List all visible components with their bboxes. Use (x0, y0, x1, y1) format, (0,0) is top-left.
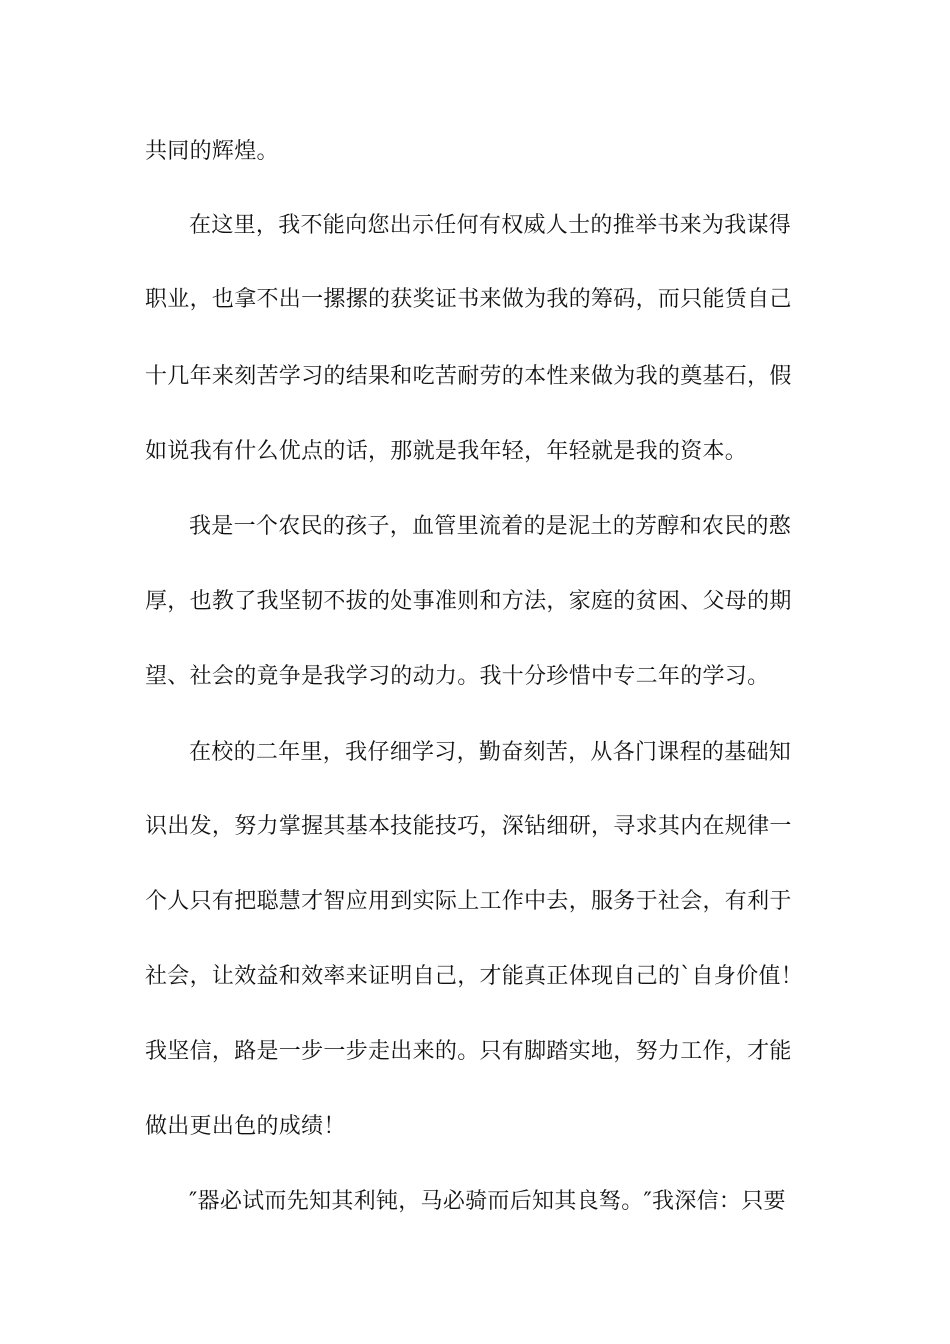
paragraph-line: 厚，也教了我坚韧不拔的处事准则和方法，家庭的贫困、父母的期 (145, 589, 792, 614)
paragraph-line: 做出更出色的成绩！ (145, 1114, 346, 1139)
paragraph-line: 望、社会的竟争是我学习的动力。我十分珍惜中专二年的学习。 (145, 664, 770, 689)
paragraph-line: 共同的辉煌。 (145, 139, 279, 164)
paragraph-line: 我是一个农民的孩子，血管里流着的是泥土的芳醇和农民的憨 (189, 514, 792, 539)
paragraph-line: ″器必试而先知其利钝，马必骑而后知其良驽。″我深信：只要 (189, 1189, 786, 1214)
paragraph-line: 我坚信，路是一步一步走出来的。只有脚踏实地，努力工作，才能 (145, 1039, 792, 1064)
paragraph-line: 职业，也拿不出一摞摞的获奖证书来做为我的筹码，而只能赁自己 (145, 287, 792, 312)
paragraph-line: 在校的二年里，我仔细学习，勤奋刻苦，从各门课程的基础知 (189, 740, 792, 765)
paragraph-line: 如说我有什么优点的话，那就是我年轻，年轻就是我的资本。 (145, 439, 748, 464)
paragraph-line: 个人只有把聪慧才智应用到实际上工作中去，服务于社会，有利于 (145, 889, 792, 914)
paragraph-line: 识出发，努力掌握其基本技能技巧，深钻细研，寻求其内在规律一 (145, 814, 792, 839)
paragraph-line: 在这里，我不能向您出示任何有权威人士的推举书来为我谋得 (189, 213, 792, 238)
paragraph-line: 社会，让效益和效率来证明自己，才能真正体现自己的`自身价值！ (145, 964, 804, 989)
paragraph-line: 十几年来刻苦学习的结果和吃苦耐劳的本性来做为我的奠基石，假 (145, 364, 792, 389)
